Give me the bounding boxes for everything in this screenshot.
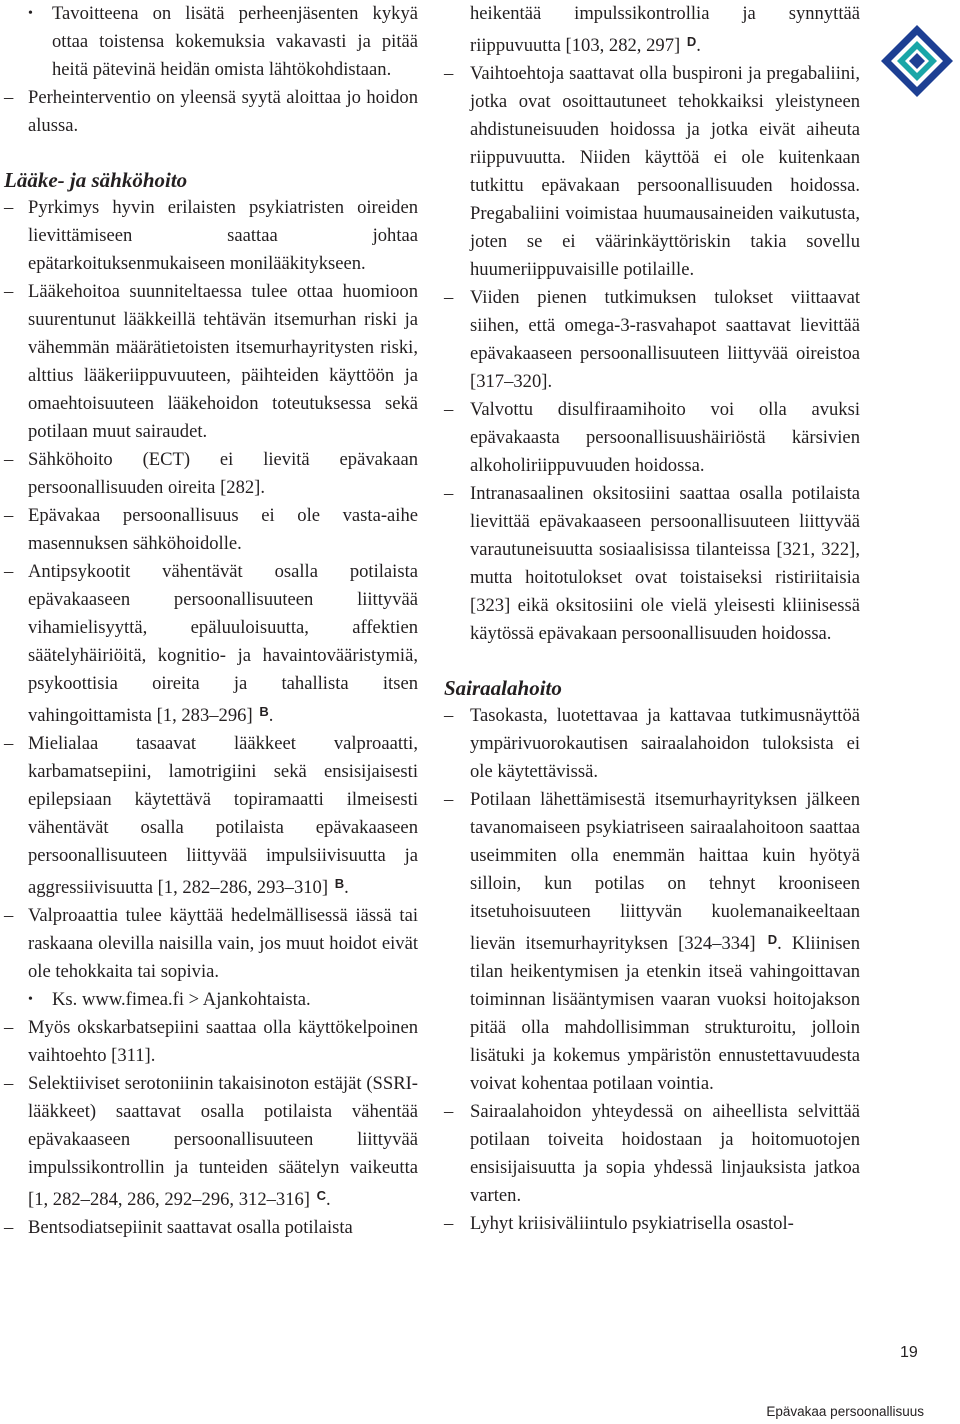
list-item bbox=[4, 1070, 418, 1214]
dash-marker: – bbox=[4, 197, 14, 218]
list-item-text: Myös okskarbatsepiini saattaa olla käyttökelpoinen vaihtoehto [311]. bbox=[28, 1017, 418, 1066]
dash-marker: – bbox=[4, 281, 14, 302]
bullet-marker: • bbox=[28, 992, 33, 1007]
footer-title: Epävakaa persoonallisuus bbox=[766, 1404, 924, 1419]
evidence-grade-badge: C bbox=[316, 1188, 327, 1203]
right-column bbox=[444, 0, 860, 1238]
evidence-grade-badge: B bbox=[334, 876, 345, 891]
list-item-text: Tasokasta, luotettavaa ja kattavaa tutkimusnäyttöä ympärivuorokautisen sairaalahoidon tuloksista ei ole käytettävissä. bbox=[470, 705, 860, 782]
list-item-text: Mielialaa tasaavat lääkkeet valproaatti, karbamatsepiini, lamotrigiini sekä ensisijaisesti epilepsiaan käytettävä topiramaatti ilmeisesti vähentävät osalla potilaista epävakaaseen persoonallisuuteen liittyvää impulsiivisuutta ja aggressiivisuutta [1, 282–286, 293–310] bbox=[28, 733, 418, 898]
list-item bbox=[4, 902, 418, 986]
list-item bbox=[4, 502, 418, 558]
dash-marker: – bbox=[444, 705, 454, 726]
dash-marker: – bbox=[444, 789, 454, 810]
list-item bbox=[4, 84, 418, 140]
list-item-text: Epävakaa persoonallisuus ei ole vasta-aihe masennuksen sähköhoidolle. bbox=[28, 505, 418, 554]
evidence-grade-badge: D bbox=[686, 34, 697, 49]
list-item bbox=[4, 194, 418, 278]
list-item bbox=[444, 1098, 860, 1210]
list-item-tail: . bbox=[326, 1189, 331, 1210]
list-subitem-text: Tavoitteena on lisätä perheenjäsenten kykyä ottaa toistensa kokemuksia vakavasti ja pitää heitä pätevinä heidän omista lähtökohdistaan. bbox=[52, 3, 418, 80]
list-item-text: Vaihtoehtoja saattavat olla buspironi ja pregabaliini, jotka ovat osoittautuneet tehokkaiksi yleistyneen ahdistuneisuuden hoidossa ja jotka eivät aiheuta riippuvuutta. Niiden käyttöä ei ole kuitenkaan tutkittu epävakaan persoonallisuuden hoidossa. Pregabaliini voimistaa huumausaineiden vaikutusta, joten se ei väärinkäyttöriskin takia sovellu huumeriippuvaisille potilaille. bbox=[470, 63, 860, 280]
section-heading-drug-ect: Lääke- ja sähköhoito bbox=[4, 168, 188, 192]
list-item-text: Sairaalahoidon yhteydessä on aiheellista selvittää potilaan toiveita hoidostaan ja hoitomuotojen ensisijaisuutta ja sopia yhdessä linjauksista jatkoa varten. bbox=[470, 1101, 860, 1206]
bullet-marker: • bbox=[28, 6, 33, 21]
list-item bbox=[444, 284, 860, 396]
list-item-tail: . bbox=[344, 877, 349, 898]
continued-paragraph bbox=[444, 0, 860, 60]
section-heading-hospital-care: Sairaalahoito bbox=[444, 676, 562, 700]
diamond-logo-icon bbox=[880, 24, 954, 98]
dash-marker: – bbox=[4, 1017, 14, 1038]
dash-marker: – bbox=[444, 1213, 454, 1234]
continued-tail: . bbox=[696, 35, 701, 56]
list-item-text: Valproaattia tulee käyttää hedelmällisessä iässä tai raskaana olevilla naisilla vain, jos muut hoidot eivät ole tehokkaita tai sopivia. bbox=[28, 905, 418, 982]
dash-marker: – bbox=[444, 1101, 454, 1122]
list-item bbox=[444, 1210, 860, 1238]
list-item-text: Lääkehoitoa suunniteltaessa tulee ottaa huomioon suurentunut lääkkeillä tehtävän itsemurhan riski ja vähemmän määrätietoisten itsemurhayritysten riski, alttius lääkeriippuvuuteen, päihteiden käyttöön ja omaehtoisuuteen lääkehoidon toteutuksessa sekä potilaan muut sairaudet. bbox=[28, 281, 418, 442]
list-item-text: Bentsodiatsepiinit saattavat osalla potilaista bbox=[28, 1217, 353, 1238]
list-subitem-text: Ks. www.fimea.fi > Ajankohtaista. bbox=[52, 989, 311, 1010]
dash-marker: – bbox=[4, 561, 14, 582]
list-item-text: Viiden pienen tutkimuksen tulokset viittaavat siihen, että omega-3-rasvahapot saattavat lievittää epävakaaseen persoonallisuuteen liittyvää oireistoa [317–320]. bbox=[470, 287, 860, 392]
list-item bbox=[444, 60, 860, 284]
dash-marker: – bbox=[4, 87, 14, 108]
list-item-tail: . Kliinisen tilan heikentymisen ja etenkin itseä vahingoittavan toiminnan lisääntymisen vaaran vuoksi hoitojakson pitää olla mahdollisimman strukturoitu, jolloin lisätuki ja kokemus ympäristön ennustettavuudesta voivat kohentaa potilaan vointia. bbox=[470, 933, 860, 1094]
left-column bbox=[4, 0, 418, 1242]
evidence-grade-badge: D bbox=[767, 932, 778, 947]
list-item bbox=[444, 786, 860, 1098]
page-number: 19 bbox=[900, 1344, 918, 1361]
dash-marker: – bbox=[444, 287, 454, 308]
dash-marker: – bbox=[444, 63, 454, 84]
dash-marker: – bbox=[4, 505, 14, 526]
list-subitem bbox=[4, 0, 418, 84]
list-item-text: Pyrkimys hyvin erilaisten psykiatristen oireiden lievittämiseen saattaa johtaa epätarkoituksenmukaiseen monilääkitykseen. bbox=[28, 197, 418, 274]
list-item-text: Perheinterventio on yleensä syytä aloittaa jo hoidon alussa. bbox=[28, 87, 418, 136]
list-subitem bbox=[4, 986, 418, 1014]
dash-marker: – bbox=[4, 1073, 14, 1094]
continued-text: heikentää impulssikontrollia ja synnyttää riippuvuutta [103, 282, 297] bbox=[470, 3, 860, 56]
list-item-text: Selektiiviset serotoniinin takaisinoton estäjät (SSRI-lääkkeet) saattavat osalla potilaista vähentää epävakaaseen persoonallisuuteen liittyvää impulssikontrollin ja tunteiden säätelyn vaikeutta [1, 282–284, 286, 292–296, 312–316] bbox=[28, 1073, 418, 1210]
list-item-text: Sähköhoito (ECT) ei lievitä epävakaan persoonallisuuden oireita [282]. bbox=[28, 449, 418, 498]
list-item-text: Potilaan lähettämisestä itsemurhayrityksen jälkeen tavanomaiseen psykiatriseen sairaalahoitoon saattaa useimmiten olla enemmän haittaa kuin hyötyä silloin, kun potilas on tehnyt krooniseen itsetuhoisuuteen liittyvän kuolemanaikeeltaan lievän itsemurhayrityksen [324–334] bbox=[470, 789, 860, 954]
list-item bbox=[4, 1214, 418, 1242]
list-item-tail: . bbox=[268, 705, 274, 726]
dash-marker: – bbox=[444, 399, 454, 420]
list-item bbox=[444, 480, 860, 648]
list-item-text: Lyhyt kriisiväliintulo psykiatrisella osastol- bbox=[470, 1213, 794, 1234]
list-item bbox=[444, 396, 860, 480]
dash-marker: – bbox=[4, 733, 14, 754]
list-item bbox=[4, 1014, 418, 1070]
list-item bbox=[4, 558, 418, 730]
list-item bbox=[4, 278, 418, 446]
evidence-grade-badge: B bbox=[259, 704, 269, 719]
list-item bbox=[444, 702, 860, 786]
dash-marker: – bbox=[4, 1217, 14, 1238]
list-item bbox=[4, 730, 418, 902]
dash-marker: – bbox=[4, 905, 14, 926]
dash-marker: – bbox=[444, 483, 454, 504]
list-item bbox=[4, 446, 418, 502]
list-item-text: Intranasaalinen oksitosiini saattaa osalla potilaista lievittää epävakaaseen persoonallisuuteen liittyvää varautuneisuutta sosiaalisissa tilanteissa [321, 322], mutta hoitotulokset ovat toistaiseksi ristiriitaisia [323] eikä oksitosiini ole vielä yleisesti kliinisessä käytössä epävakaan persoonallisuuden hoidossa. bbox=[470, 483, 860, 644]
list-item-text: Valvottu disulfiraamihoito voi olla avuksi epävakaasta persoonallisuushäiriöstä kärsivien alkoholiriippuvuuden hoidossa. bbox=[470, 399, 860, 476]
list-item-text: Antipsykootit vähentävät osalla potilaista epävakaaseen persoonallisuuteen liittyvää vihamielisyyttä, epäluuloisuutta, affektien säätelyhäiriöitä, kognitio- ja havaintovääristymiä, psykoottisia oireita ja tahallista itsen vahingoittamista [1, 283–296] bbox=[28, 561, 418, 726]
dash-marker: – bbox=[4, 449, 14, 470]
